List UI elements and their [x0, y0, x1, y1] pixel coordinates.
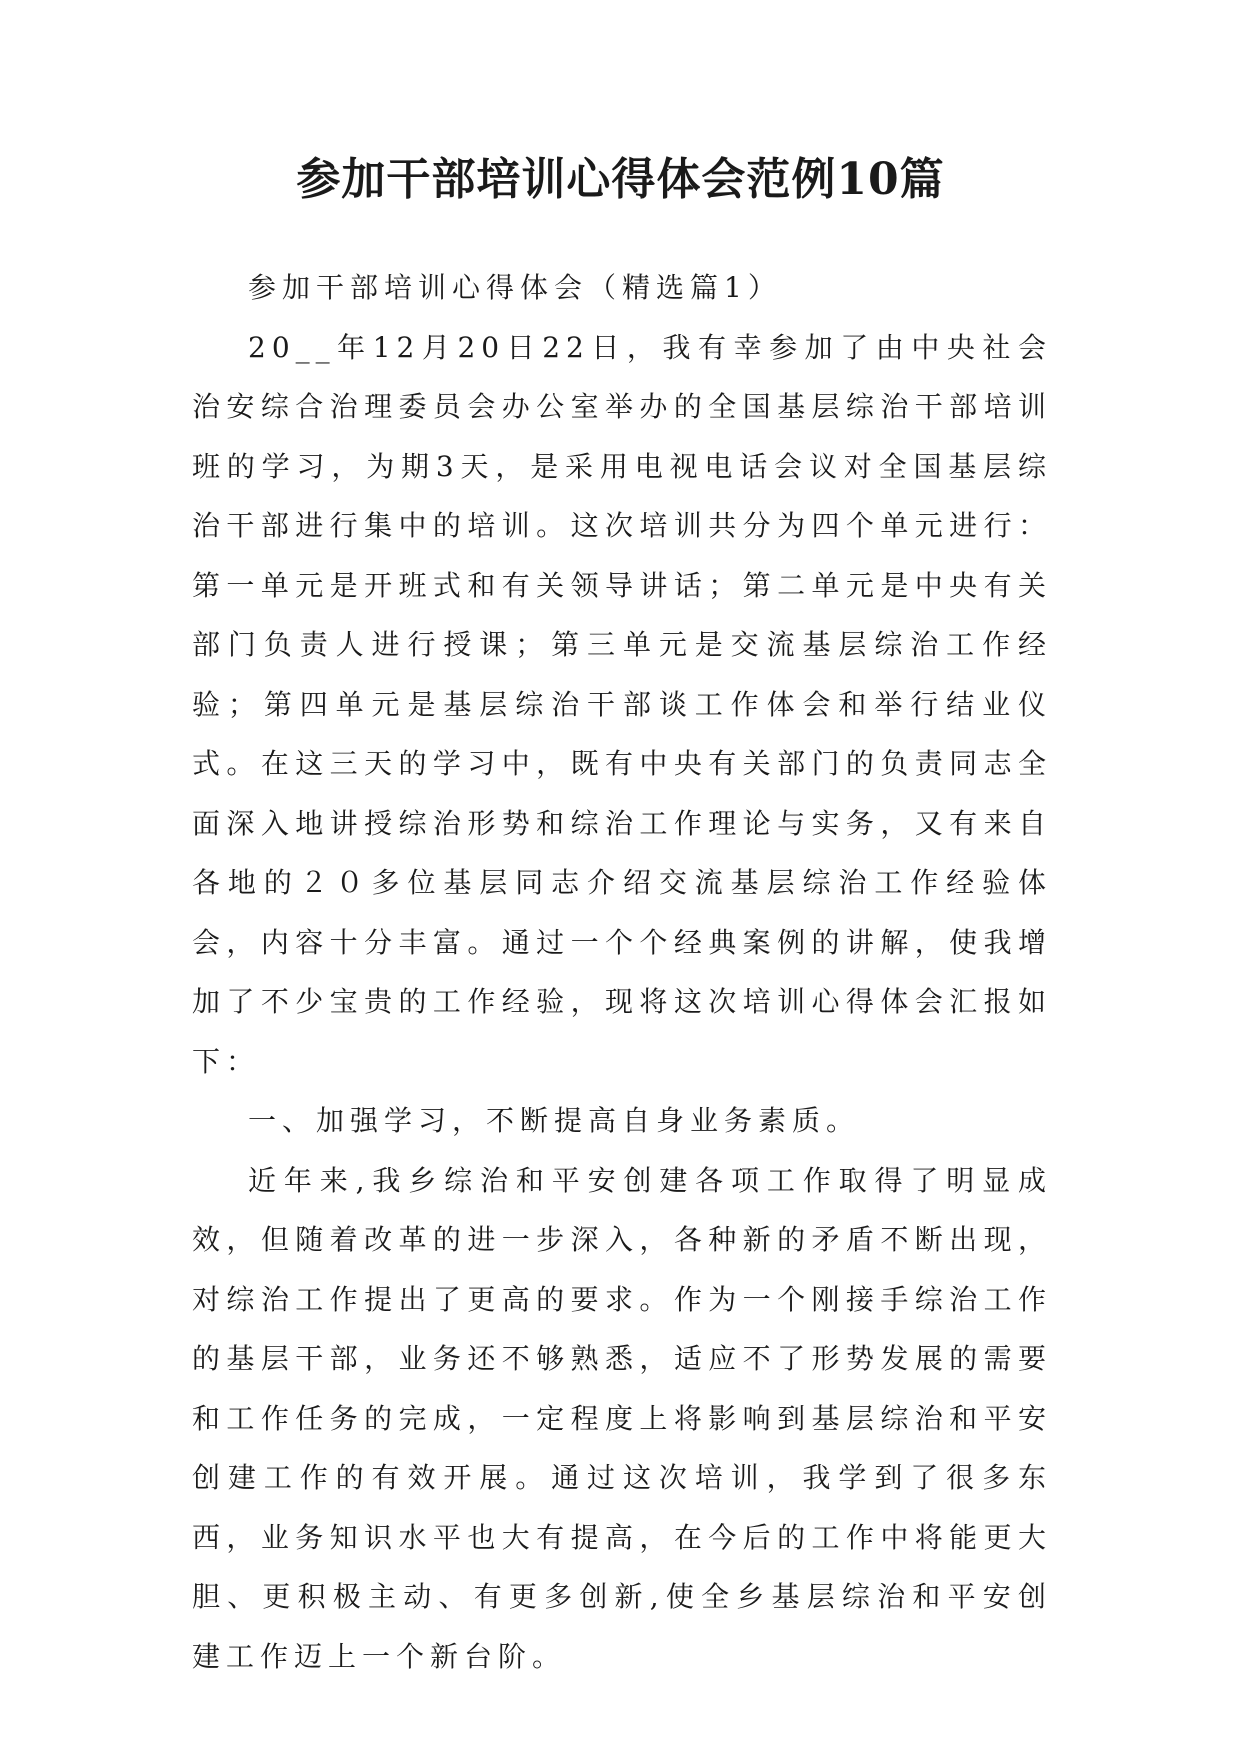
document-body [192, 258, 1052, 1686]
paragraph-intro: 20__年12月20日22日，我有幸参加了由中央社会治安综合治理委员会办公室举办的全国基层综治干部培训班的学习，为期3天，是采用电视电话会议对全国基层综治干部进行集中的培训。这次培训共分为四个单元进行：第一单元是开班式和有关领导讲话；第二单元是中央有关部门负责人进行授课；第三单元是交流基层综治工作经验；第四单元是基层综治干部谈工作体会和举行结业仪式。在这三天的学习中，既有中央有关部门的负责同志全面深入地讲授综治形势和综治工作理论与实务，又有来自各地的２０多位基层同志介绍交流基层综治工作经验体会，内容十分丰富。通过一个个经典案例的讲解，使我增加了不少宝贵的工作经验，现将这次培训心得体会汇报如下： [192, 330, 1052, 1078]
paragraph-body: 近年来,我乡综治和平安创建各项工作取得了明显成效，但随着改革的进一步深入，各种新的矛盾不断出现，对综治工作提出了更高的要求。作为一个刚接手综治工作的基层干部，业务还不够熟悉，适应不了形势发展的需要和工作任务的完成，一定程度上将影响到基层综治和平安创建工作的有效开展。通过这次培训，我学到了很多东西，业务知识水平也大有提高，在今后的工作中将能更大胆、更积极主动、有更多创新,使全乡基层综治和平安创建工作迈上一个新台阶。 [192, 1163, 1052, 1673]
section-heading: 参加干部培训心得体会（精选篇1） [248, 271, 782, 304]
document-title: 参加干部培训心得体会范例10篇 [296, 154, 945, 205]
paragraph-subheading: 一、加强学习，不断提高自身业务素质。 [248, 1104, 861, 1137]
